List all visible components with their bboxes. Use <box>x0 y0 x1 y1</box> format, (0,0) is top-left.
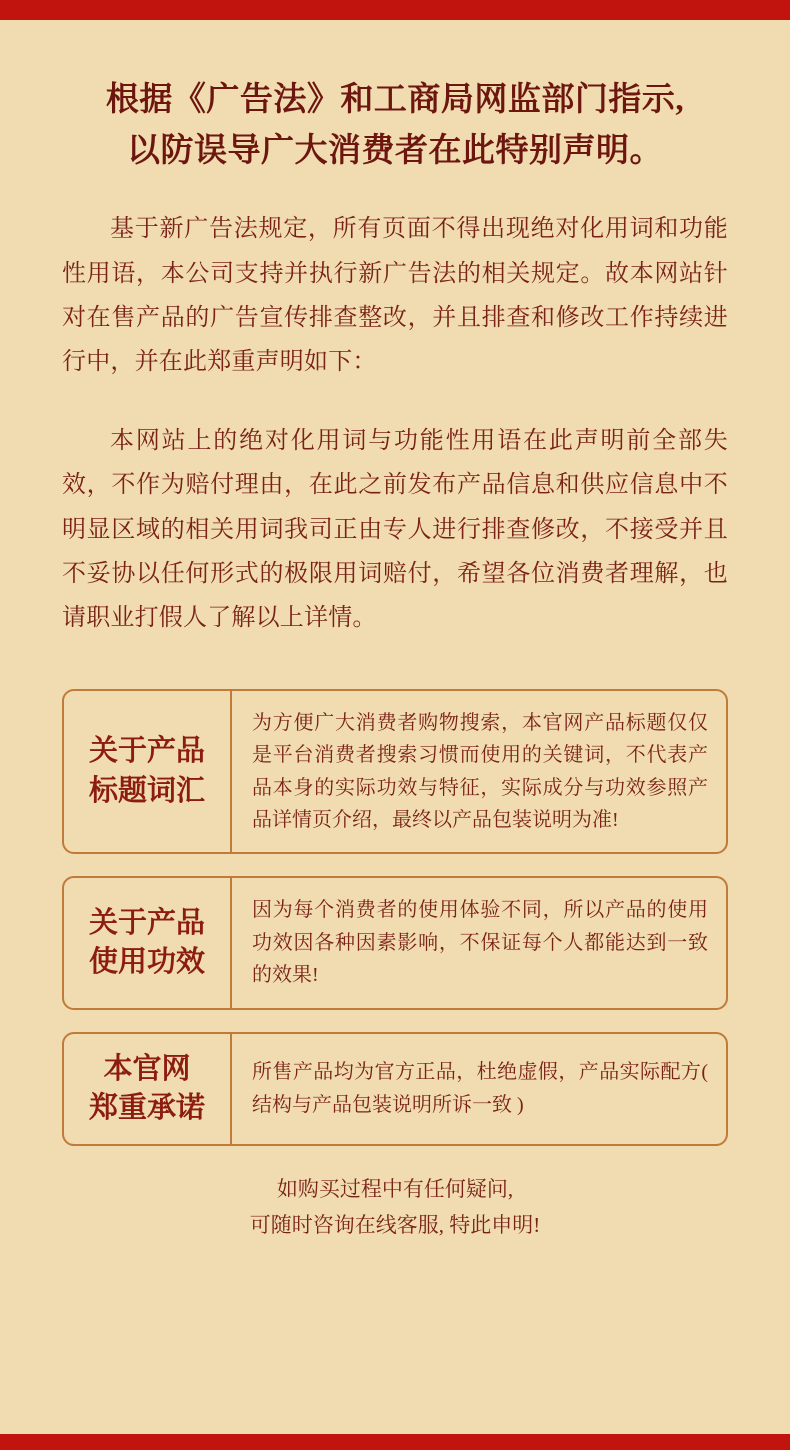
statement-card <box>62 689 728 855</box>
footer-note <box>62 1172 728 1243</box>
card-title-line2: 使用功效 <box>88 945 205 978</box>
card-title <box>64 878 232 1007</box>
page-title-line1: 根据《广告法》和工商局网监部门指示, <box>105 82 685 118</box>
card-body: 所售产品均为官方正品，杜绝虚假，产品实际配方( 结构与产品包装说明所诉一致 ) <box>252 1061 708 1116</box>
card-title-line2: 郑重承诺 <box>88 1091 205 1124</box>
top-accent-bar <box>0 0 790 20</box>
statement-paragraph-1: 基于新广告法规定，所有页面不得出现绝对化用词和功能性用语，本公司支持并执行新广告法的相关规定。故本网站针对在售产品的广告宣传排查整改，并且排查和修改工作持续进行中，并在此郑重声明如下： <box>62 216 728 376</box>
card-title-line1: 关于产品 <box>88 906 205 939</box>
card-title-line1: 本官网 <box>103 1052 191 1085</box>
card-title <box>64 691 232 853</box>
bottom-accent-bar <box>0 1434 790 1450</box>
card-title <box>64 1034 232 1144</box>
page-title-line2: 以防误导广大消费者在此特别声明。 <box>127 133 663 170</box>
statement-card <box>62 1032 728 1146</box>
page-title <box>62 75 728 177</box>
statement-content <box>0 20 790 1434</box>
card-body: 为方便广大消费者购物搜索，本官网产品标题仅仅是平台消费者搜索习惯而使用的关键词，不代表产品本身的实际功效与特征，实际成分与功效参照产品详情页介绍，最终以产品包装说明为准! <box>252 711 708 831</box>
card-title-line1: 关于产品 <box>88 735 205 768</box>
card-title-line2: 标题词汇 <box>88 774 205 807</box>
footer-line2: 可随时咨询在线客服, 特此申明! <box>249 1212 541 1237</box>
statement-card-list <box>62 689 728 1146</box>
footer-line1: 如购买过程中有任何疑问, <box>276 1176 514 1201</box>
statement-paragraph-2: 本网站上的绝对化用词与功能性用语在此声明前全部失效，不作为赔付理由，在此之前发布产品信息和供应信息中不明显区域的相关用词我司正由专人进行排查修改，不接受并且不妥协以任何形式的极限用词赔付，希望各位消费者理解，也请职业打假人了解以上详情。 <box>62 427 728 632</box>
card-body: 因为每个消费者的使用体验不同，所以产品的使用功效因各种因素影响，不保证每个人都能达到一致的效果! <box>252 899 708 987</box>
statement-card <box>62 876 728 1009</box>
